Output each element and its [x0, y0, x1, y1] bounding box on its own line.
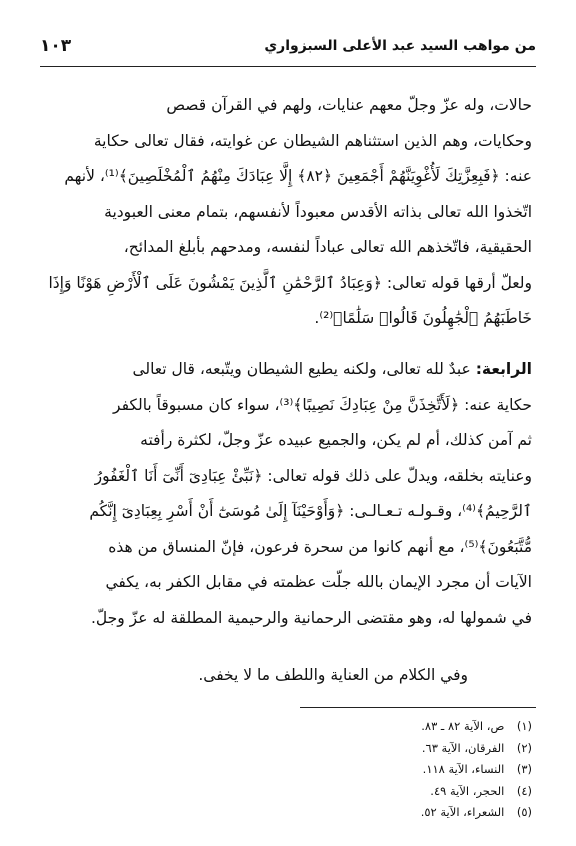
page-header	[40, 34, 536, 62]
footnote-item	[232, 759, 532, 781]
paragraph-2	[42, 352, 532, 636]
footnote-number: (٤)	[516, 783, 532, 798]
paragraph-line: خَاطَبَهُمُ ٱلْجَٰهِلُونَ قَالُوا۟ سَلَٰمًا﴾⁽²⁾.	[314, 309, 532, 327]
paragraph-line: الآيات أن مجرد الإيمان بالله جلّت عظمته في مقابل الكفر به، يكفي	[105, 573, 532, 591]
paragraph-line-text: عبدٌ لله تعالى، ولكنه يطيع الشيطان ويتّبعه، قال تعالى	[132, 360, 476, 378]
paragraph-line: ولعلّ أرقها قوله تعالى: ﴿وَعِبَادُ ٱلرَّحْمَٰنِ ٱلَّذِينَ يَمْشُونَ عَلَى ٱلْأَرْضِ هَوْنًا وَإِذَا	[48, 273, 532, 292]
paragraph-1	[42, 88, 532, 337]
footnote-text: ص، الآية ٨٢ ـ ٨٣.	[421, 719, 505, 733]
header-divider	[40, 66, 536, 67]
footnote-number: (١)	[516, 719, 532, 733]
paragraph-3	[42, 658, 532, 694]
footnote-divider	[300, 707, 536, 708]
paragraph-line: في شمولها له، وهو مقتضى الرحمانية والرحيمية المطلقة له عزّ وجلّ.	[90, 608, 532, 627]
footnote-item	[232, 802, 532, 824]
footnote-text: الشعراء، الآية ٥٢.	[420, 805, 505, 819]
footnote-number: (٣)	[516, 762, 532, 776]
paragraph-line: عنه: ﴿فَبِعِزَّتِكَ لَأُغْوِيَنَّهُمْ أَجْمَعِينَ ﴿٨٢﴾ إِلَّا عِبَادَكَ مِنْهُمُ ٱلْمُخْلَصِينَ﴾⁽¹⁾، لأنهم	[64, 167, 532, 185]
paragraph-line: وفي الكلام من العناية واللطف ما لا يخفى.	[198, 666, 468, 684]
footnote-item	[232, 716, 532, 738]
footnote-item	[232, 781, 532, 803]
footnote-number: (٥)	[516, 805, 532, 819]
footnote-text: النساء، الآية ١١٨.	[422, 762, 505, 776]
paragraph-line: وحكايات، وهم الذين استثناهم الشيطان عن غوايته، فقال تعالى حكاية	[93, 131, 532, 150]
paragraph-line: حكاية عنه: ﴿لَأَتَّخِذَنَّ مِنْ عِبَادِكَ نَصِيبًا﴾⁽³⁾، سواء كان مسبوقاً بالكفر	[113, 395, 532, 414]
page-number: ١٠٣	[40, 36, 72, 56]
footnotes	[232, 716, 532, 824]
paragraph-line: ثم آمن كذلك، أم لم يكن، والجميع عبيده عزّ وجلّ، لكثرة رأفته	[140, 431, 532, 449]
paragraph-line: حالات، وله عزّ وجلّ معهم عنايات، ولهم في القرآن قصص	[166, 96, 532, 114]
paragraph-line	[42, 352, 532, 388]
section-label: الرابعة:	[475, 360, 532, 378]
paragraph-line: وعنايته بخلقه، ويدلّ على ذلك قوله تعالى: ﴿نَبِّئْ عِبَادِىٓ أَنِّىٓ أَنَا ٱلْغَفُورُ	[94, 466, 532, 485]
footnote-text: الفرقان، الآية ٦٣.	[421, 740, 505, 755]
footnote-text: الحجر، الآية ٤٩.	[430, 783, 505, 798]
footnote-item	[232, 738, 532, 760]
running-title: من مواهب السيد عبد الأعلى السبزواري	[264, 38, 536, 54]
paragraph-line: ٱلرَّحِيمُ﴾⁽⁴⁾، وقـولـه تـعـالـى: ﴿وَأَوْحَيْنَآ إِلَىٰ مُوسَىٰٓ أَنْ أَسْرِ بِعِبَادِىٓ إِنَّكُم	[89, 502, 532, 520]
paragraph-line: الحقيقية، فاتّخذهم الله تعالى عباداً لنفسه، ومدحهم بأبلغ المدائح،	[123, 238, 532, 256]
paragraph-line: اتّخذوا الله تعالى بذاته الأقدس معبوداً لأنفسهم، بتمام معنى العبودية	[104, 202, 532, 221]
paragraph-line: مُّتَّبَعُونَ﴾⁽⁵⁾، مع أنهم كانوا من سحرة فرعون، فإنّ المنساق من هذه	[108, 537, 532, 556]
footnote-number: (٢)	[516, 740, 532, 755]
